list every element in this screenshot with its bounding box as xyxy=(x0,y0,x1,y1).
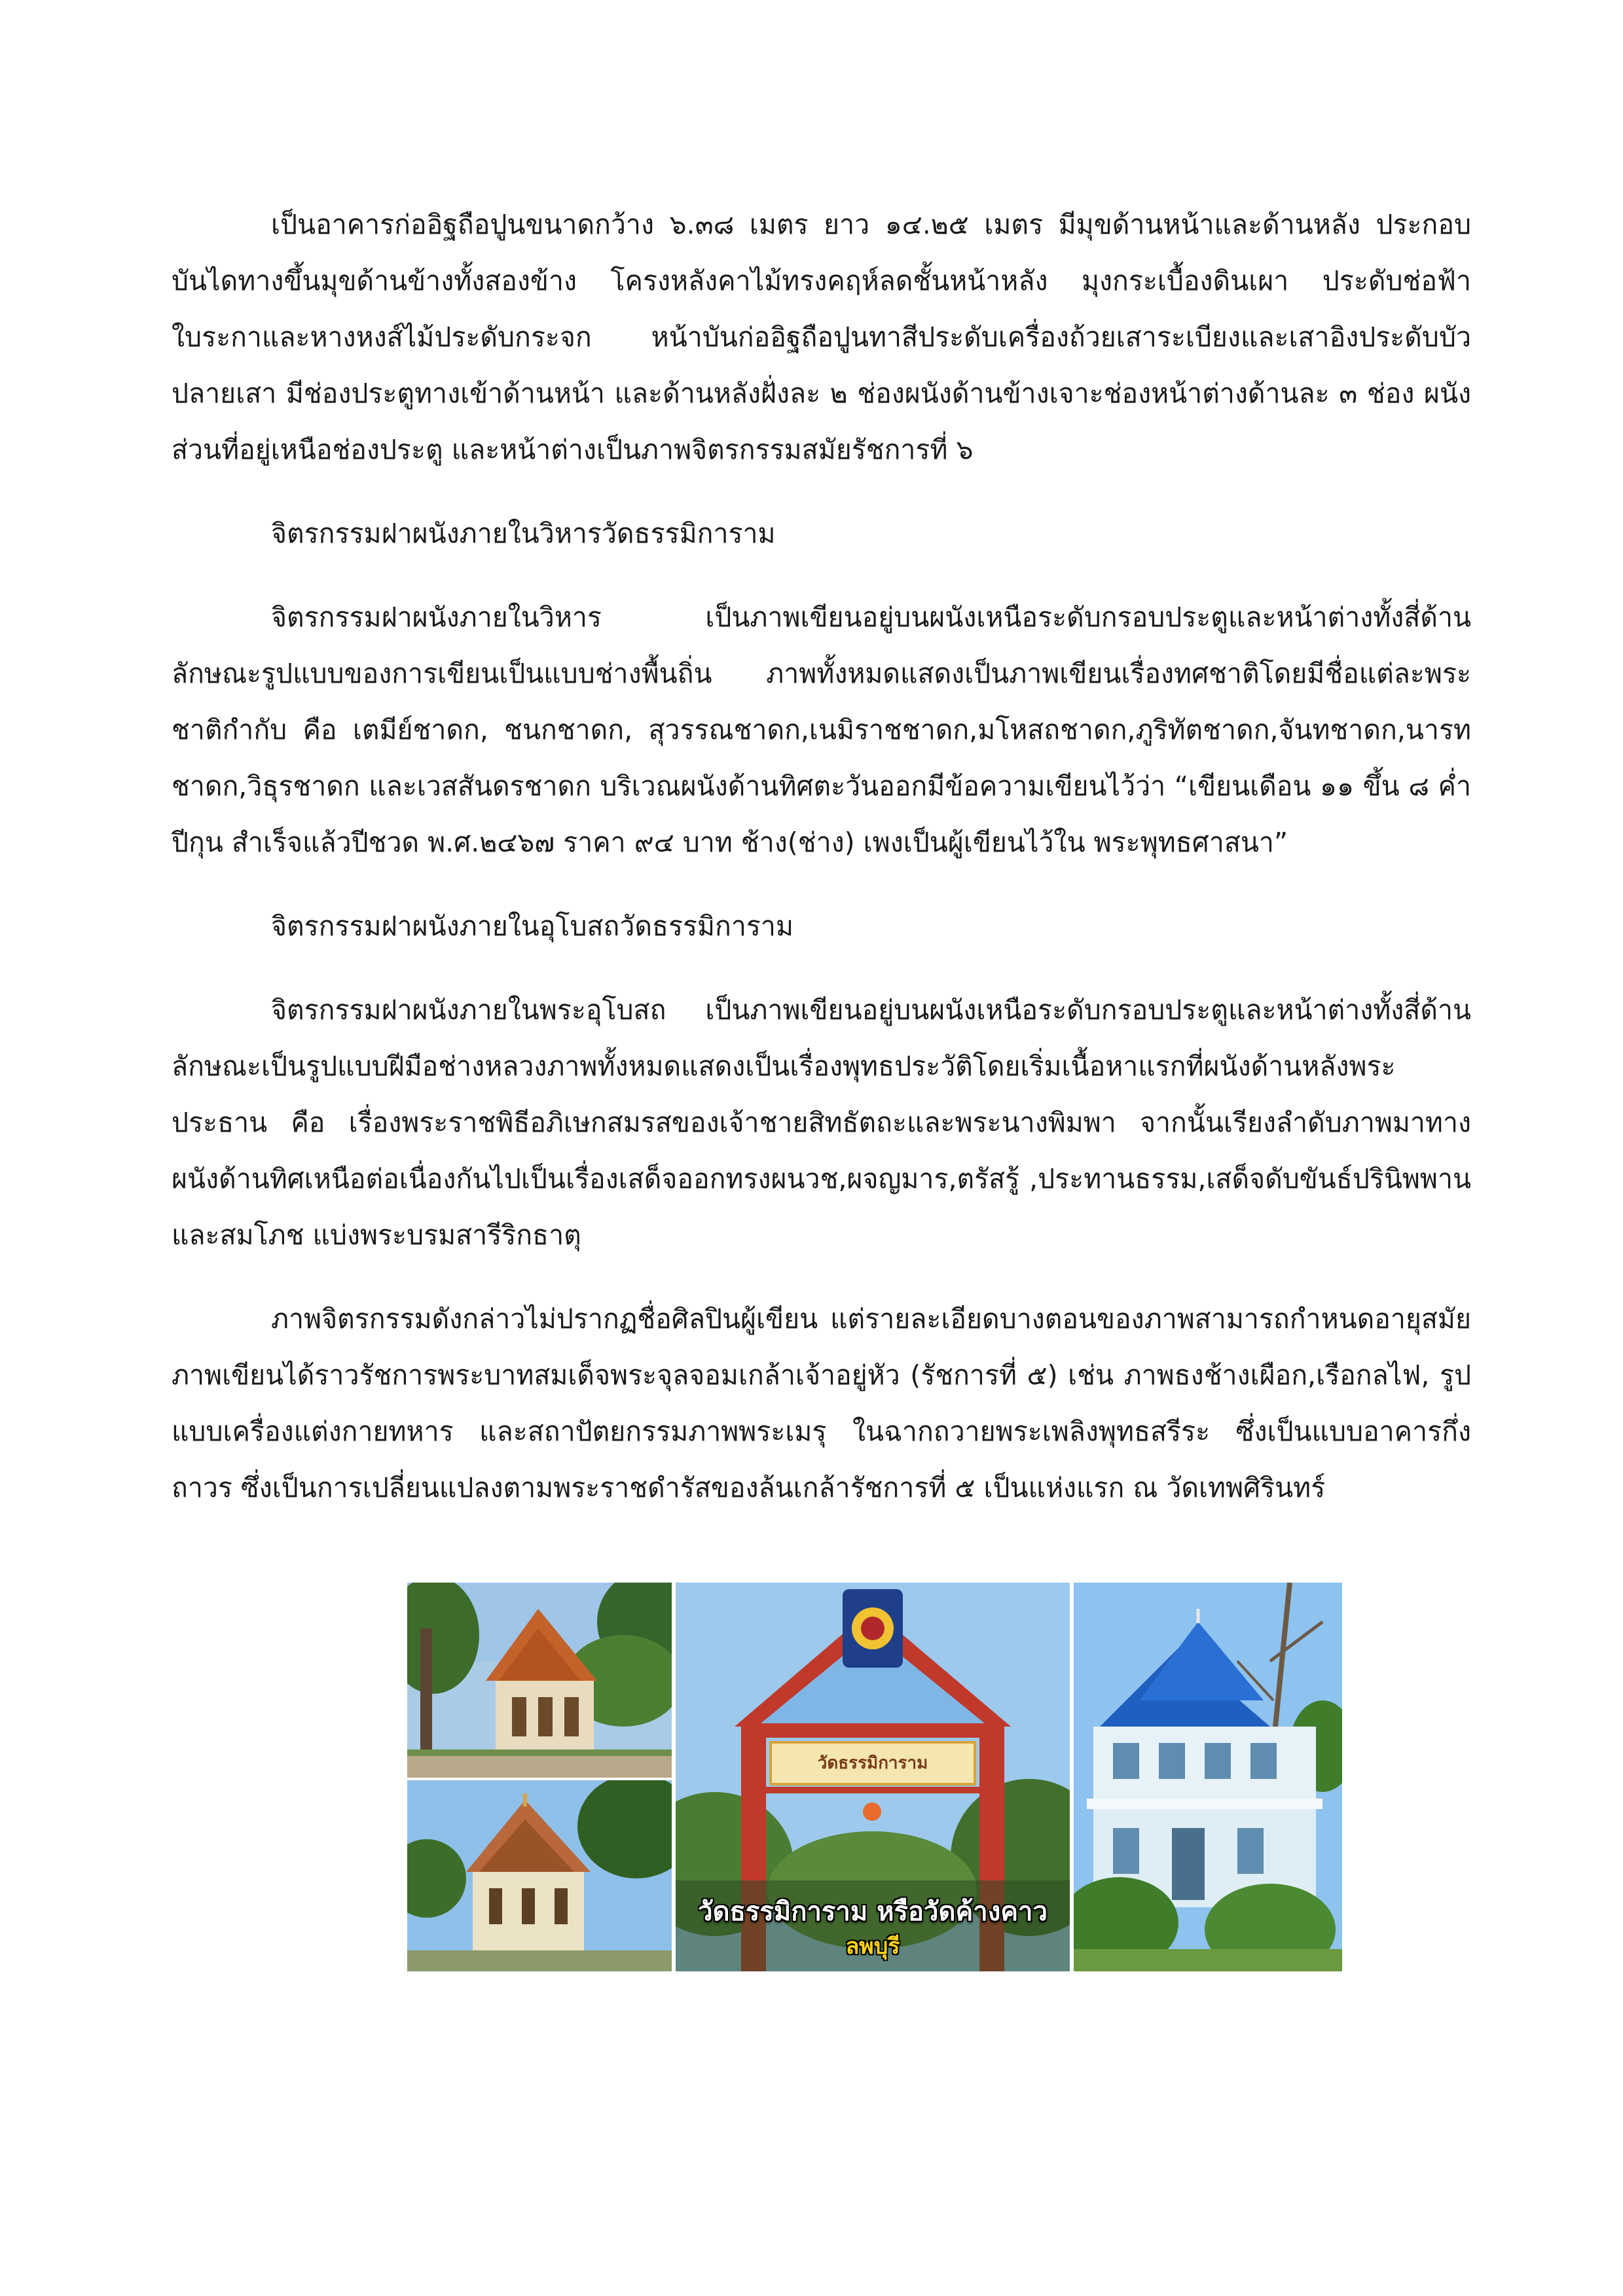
photo-ubosot-tiered-roof xyxy=(407,1780,672,1971)
paragraph-ubosot-murals: จิตรกรรมฝาผนังภายในพระอุโบสถ เป็นภาพเขียนอยู่บนผนังเหนือระดับกรอบประตูและหน้าต่างทั้งสี่ด้าน ลักษณะเป็นรูปแบบฝีมือช่างหลวงภาพทั้งหมดแสดงเป็นเรื่องพุทธประวัติโดยเริ่มเนื้อหาแรกที่ผนังด้านหลังพระประธาน คือ เรื่องพระราชพิธีอภิเษกสมรสของเจ้าชายสิทธัตถะและพระนางพิมพา จากนั้นเรียงลำดับภาพมาทางผนังด้านทิศเหนือต่อเนื่องกันไปเป็นเรื่องเสด็จออกทรงผนวช,ผจญมาร,ตรัสรู้ ,ประทานธรรม,เสด็จดับขันธ์ปรินิพพานและสมโภช แบ่งพระบรมสารีริกธาตุ xyxy=(172,994,1471,1251)
photo-vihara-orange-roof xyxy=(407,1583,672,1778)
heading-vihara-murals: จิตรกรรมฝาผนังภายในวิหารวัดธรรมิการาม xyxy=(271,518,776,549)
heading-ubosot-murals: จิตรกรรมฝาผนังภายในอุโบสถวัดธรรมิการาม xyxy=(271,910,793,942)
paragraph-building-description: เป็นอาคารก่ออิฐถือปูนขนาดกว้าง ๖.๓๘ เมตร ยาว ๑๔.๒๕ เมตร มีมุขด้านหน้าและด้านหลัง ประกอบบันไดทางขึ้นมุขด้านข้างทั้งสองข้าง โครงหลังคาไม้ทรงคฤห์ลดชั้นหน้าหลัง มุงกระเบื้องดินเผา ประดับช่อฟ้า ใบระกาและหางหงส์ไม้ประดับกระจก หน้าบันก่ออิฐถือปูนทาสีประดับเครื่องถ้วยเสาระเบียงและเสาอิงประดับบัวปลายเสา มีช่องประตูทางเข้าด้านหน้า และด้านหลังฝั่งละ ๒ ช่องผนังด้านข้างเจาะช่องหน้าต่างด้านละ ๓ ช่อง ผนังส่วนที่อยู่เหนือช่องประตู และหน้าต่างเป็นภาพจิตรกรรมสมัยรัชการที่ ๖ xyxy=(172,209,1471,465)
photo-caption-province: ลพบุรี xyxy=(845,1933,900,1960)
gate-sign-text: วัดธรรมิการาม xyxy=(817,1753,928,1773)
paragraph-mural-dating: ภาพจิตรกรรมดังกล่าวไม่ปรากฏชื่อศิลปินผู้เขียน แต่รายละเอียดบางตอนของภาพสามารถกำหนดอายุสมัยภาพเขียนได้ราวรัชการพระบาทสมเด็จพระจุลจอมเกล้าเจ้าอยู่หัว (รัชการที่ ๕) เช่น ภาพธงช้างเผือก,เรือกลไฟ, รูปแบบเครื่องแต่งกายทหาร และสถาปัตยกรรมภาพพระเมรุ ในฉากถวายพระเพลิงพุทธสรีระ ซึ่งเป็นแบบอาคารกึ่งถาวร ซึ่งเป็นการเปลี่ยนแปลงตามพระราชดำรัสของล้นเกล้ารัชการที่ ๕ เป็นแห่งแรก ณ วัดเทพศิรินทร์ xyxy=(172,1303,1471,1503)
photo-caption-title: วัดธรรมิการาม หรือวัดค้างคาว xyxy=(698,1897,1048,1927)
photo-temple-gate-sign xyxy=(676,1583,1070,1971)
temple-photo-collage xyxy=(407,1583,1342,1971)
photo-blue-roof-building xyxy=(1074,1583,1342,1971)
paragraph-vihara-murals: จิตรกรรมฝาผนังภายในวิหาร เป็นภาพเขียนอยู่บนผนังเหนือระดับกรอบประตูและหน้าต่างทั้งสี่ด้าน ลักษณะรูปแบบของการเขียนเป็นแบบช่างพื้นถิ่น ภาพทั้งหมดแสดงเป็นภาพเขียนเรื่องทศชาติโดยมีชื่อแต่ละพระชาติกำกับ คือ เตมีย์ชาดก, ชนกชาดก, สุวรรณชาดก,เนมิราชชาดก,มโหสถชาดก,ภูริทัตชาดก,จันทชาดก,นารทชาดก,วิธุรชาดก และเวสสันดรชาดก บริเวณผนังด้านทิศตะวันออกมีข้อความเขียนไว้ว่า “เขียนเดือน ๑๑ ขึ้น ๘ ค่ำ ปีกุน สำเร็จแล้วปีชวด พ.ศ.๒๔๖๗ ราคา ๙๔ บาท ช้าง(ช่าง) เพงเป็นผู้เขียนไว้ใน พระพุทธศาสนา” xyxy=(172,601,1471,858)
